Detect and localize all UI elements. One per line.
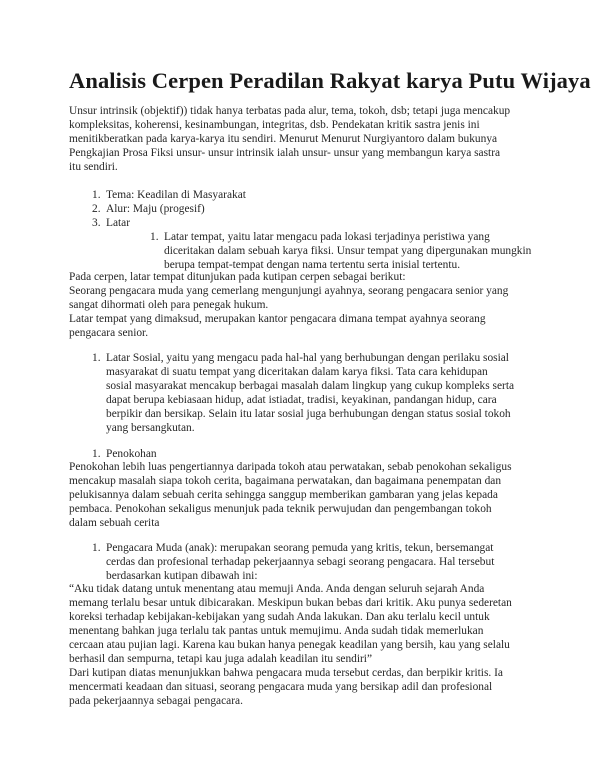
text-line: diceritakan dalam sebuah karya fiksi. Unsur tempat yang dipergunakan mungkin: [164, 245, 532, 257]
list-text: Alur: Maju (progesif): [106, 203, 205, 215]
text-line: dalam sebuah cerita: [69, 517, 160, 529]
text-line: berpikir dan bersikap. Selain itu latar sosial juga berhubungan dengan status sosial tokoh: [106, 408, 511, 420]
page-title: Analisis Cerpen Peradilan Rakyat karya Putu Wijaya: [69, 68, 591, 93]
text-line: Latar tempat, yaitu latar mengacu pada lokasi terjadinya peristiwa yang: [164, 231, 490, 243]
text-line: berdasarkan kutipan dibawah ini:: [106, 570, 258, 582]
list-text: Tema: Keadilan di Masyarakat: [106, 189, 246, 201]
list-text: Penokohan: [106, 448, 157, 460]
text-line: pengacara senior.: [69, 327, 149, 339]
text-line: itu sendiri.: [69, 161, 118, 173]
text-line: masyarakat di suatu tempat yang diceritakan dalam karya fiksi. Tata cara kehidupan: [106, 366, 488, 378]
text-line: Penokohan lebih luas pengertiannya daripada tokoh atau perwatakan, sebab penokohan sekaligus: [69, 461, 512, 473]
text-line: “Aku tidak datang untuk menentang atau memuji Anda. Anda dengan seluruh sejarah Anda: [69, 583, 485, 595]
text-line: pelukisannya dalam sebuah cerita sehingga sanggup memberikan gambaran yang jelas kepada: [69, 489, 498, 501]
text-line: yang bersangkutan.: [106, 422, 195, 434]
text-line: menitikberatkan pada karya-karya itu sendiri. Menurut Menurut Nurgiyantoro dalam bukunya: [69, 133, 498, 145]
list-number: 2.: [92, 203, 101, 215]
text-line: kompleksitas, koherensi, kesinambungan, integritas, dsb. Pendekatan kritik sastra jenis ini: [69, 119, 480, 131]
list-number: 1.: [92, 352, 101, 364]
text-line: Pengkajian Prosa Fiksi unsur- unsur intrinsik ialah unsur- unsur yang membangun karya sastra: [69, 147, 501, 159]
text-line: Latar Sosial, yaitu yang mengacu pada hal-hal yang berhubungan dengan perilaku sosial: [106, 352, 509, 364]
list-number: 1.: [150, 231, 159, 243]
text-line: menentang bahkan juga terlalu tak pantas untuk memujimu. Anda sudah tidak memerlukan: [69, 625, 484, 637]
text-line: sangat dihormati oleh para penegak hukum.: [69, 299, 269, 311]
text-line: Latar tempat yang dimaksud, merupakan kantor pengacara dimana tempat ayahnya seorang: [69, 313, 486, 325]
text-line: koreksi terhadap kebijakan-kebijakan yang sudah Anda lakukan. Dan aku terlalu kecil untuk: [69, 611, 490, 623]
text-line: dapat berupa kebiasaan hidup, adat istiadat, tradisi, keyakinan, pandangan hidup, cara: [106, 394, 497, 406]
text-line: mencermati keadaan dan situasi, seorang pengacara muda yang bersikap adil dan profesional: [69, 681, 493, 693]
text-line: Dari kutipan diatas menunjukkan bahwa pengacara muda tersebut cerdas, dan berpikir kritis. Ia: [69, 667, 503, 679]
text-line: memang terlalu besar untuk dibicarakan. Meskipun bukan bebas dari kritik. Aku punya sederetan: [69, 597, 512, 609]
text-line: berhasil dan sempurna, tetapi kau juga adalah keadilan itu sendiri”: [69, 653, 373, 665]
text-line: pada pekerjaannya sebagai pengacara.: [69, 695, 243, 707]
text-line: cerdas dan profesional terhadap pekerjaannya sebagi seorang pengacara. Hal tersebut: [106, 556, 495, 568]
list-number: 1.: [92, 542, 101, 554]
list-number: 1.: [92, 448, 101, 460]
text-line: Unsur intrinsik (objektif)) tidak hanya terbatas pada alur, tema, tokoh, dsb; tetapi juga mencakup: [69, 105, 511, 117]
text-line: sosial masyarakat mencakup berbagai masalah dalam lingkup yang cukup kompleks serta: [106, 380, 515, 392]
list-text: Latar: [106, 217, 131, 229]
text-line: cercaan atau pujian lagi. Karena kau bukan hanya penegak keadilan yang bersih, kau yang selalu: [69, 639, 510, 651]
text-line: Seorang pengacara muda yang cemerlang mengunjungi ayahnya, seorang pengacara senior yang: [69, 285, 509, 297]
list-number: 3.: [92, 217, 101, 229]
text-line: berupa tempat-tempat dengan nama tertentu serta inisial tertentu.: [164, 259, 461, 271]
text-line: pembaca. Penokohan sekaligus menunjuk pada teknik perwujudan dan pengembangan tokoh: [69, 503, 492, 515]
text-line: Pada cerpen, latar tempat ditunjukan pada kutipan cerpen sebagai berikut:: [69, 271, 406, 283]
list-number: 1.: [92, 189, 101, 201]
text-line: mencakup masalah siapa tokoh cerita, bagaimana perwatakan, dan bagaimana penempatan dan: [69, 475, 502, 487]
text-line: Pengacara Muda (anak): merupakan seorang pemuda yang kritis, tekun, bersemangat: [106, 542, 494, 554]
